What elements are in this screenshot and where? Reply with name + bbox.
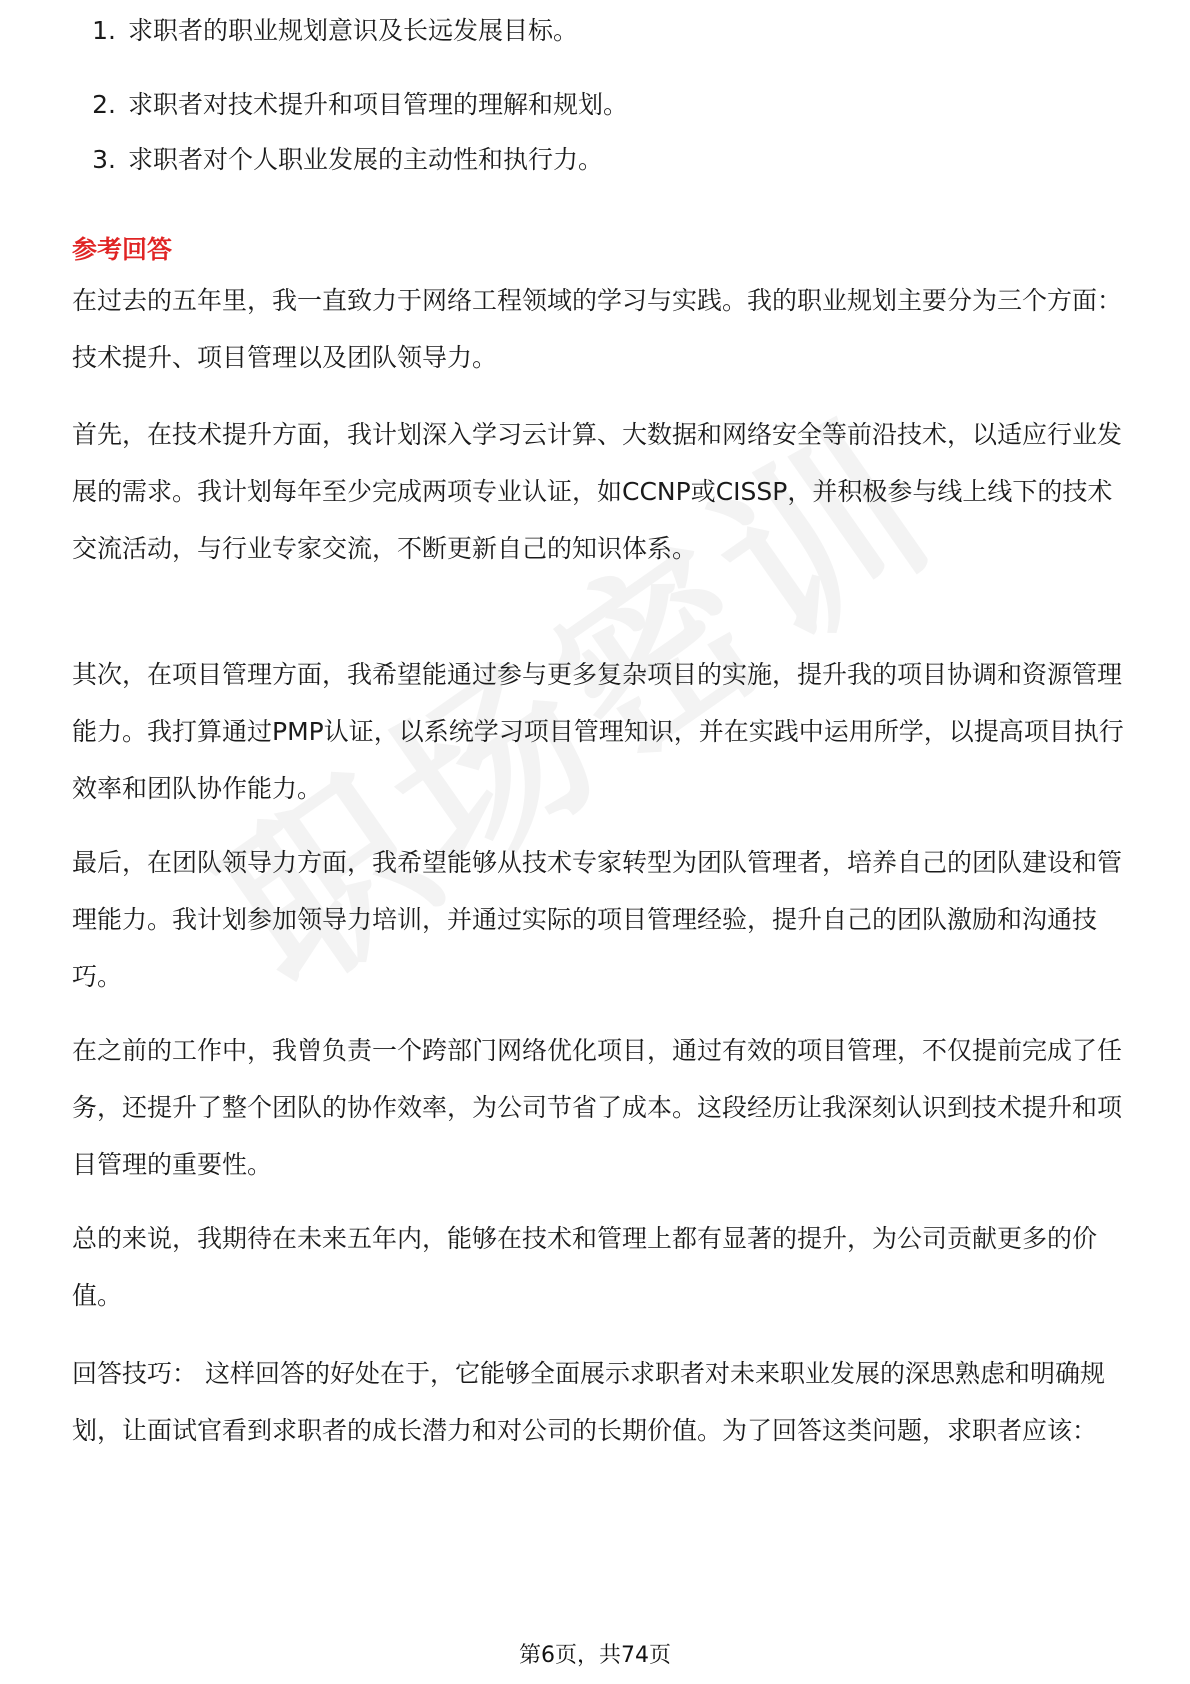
list-item-number: 1. <box>92 16 116 45</box>
paragraph: 最后，在团队领导力方面，我希望能够从技术专家转型为团队管理者，培养自己的团队建设和管理能力。我计划参加领导力培训，并通过实际的项目管理经验，提升自己的团队激励和沟通技巧。 <box>72 848 1123 991</box>
list-item <box>72 90 1132 120</box>
list-item <box>72 145 1132 175</box>
list-item-number: 3. <box>92 145 116 174</box>
paragraph: 在之前的工作中，我曾负责一个跨部门网络优化项目，通过有效的项目管理，不仅提前完成了任务，还提升了整个团队的协作效率，为公司节省了成本。这段经历让我深刻认识到技术提升和项目管理的重要性。 <box>72 1036 1123 1179</box>
paragraph: 在过去的五年里，我一直致力于网络工程领域的学习与实践。我的职业规划主要分为三个方面：技术提升、项目管理以及团队领导力。 <box>72 286 1123 372</box>
tips-paragraph: 回答技巧： 这样回答的好处在于，它能够全面展示求职者对未来职业发展的深思熟虑和明确规划，让面试官看到求职者的成长潜力和对公司的长期价值。为了回答这类问题，求职者应该： <box>72 1359 1105 1445</box>
list-item-text: 求职者对个人职业发展的主动性和执行力。 <box>128 145 604 174</box>
list-item-number: 2. <box>92 90 116 119</box>
list-item-text: 求职者对技术提升和项目管理的理解和规划。 <box>128 90 629 119</box>
list-item-text: 求职者的职业规划意识及长远发展目标。 <box>128 16 579 45</box>
paragraph: 总的来说，我期待在未来五年内，能够在技术和管理上都有显著的提升，为公司贡献更多的价值。 <box>72 1224 1098 1310</box>
page-number: 第6页，共74页 <box>519 1643 671 1668</box>
list-item <box>72 16 1132 66</box>
paragraph: 首先，在技术提升方面，我计划深入学习云计算、大数据和网络安全等前沿技术，以适应行业发展的需求。我计划每年至少完成两项专业认证，如CCNP或CISSP，并积极参与线上线下的技术交流活动，与行业专家交流，不断更新自己的知识体系。 <box>72 420 1123 563</box>
section-heading: 参考回答 <box>72 235 173 264</box>
paragraph: 其次，在项目管理方面，我希望能通过参与更多复杂项目的实施，提升我的项目协调和资源管理能力。我打算通过PMP认证，以系统学习项目管理知识，并在实践中运用所学，以提高项目执行效率和团队协作能力。 <box>72 660 1124 803</box>
